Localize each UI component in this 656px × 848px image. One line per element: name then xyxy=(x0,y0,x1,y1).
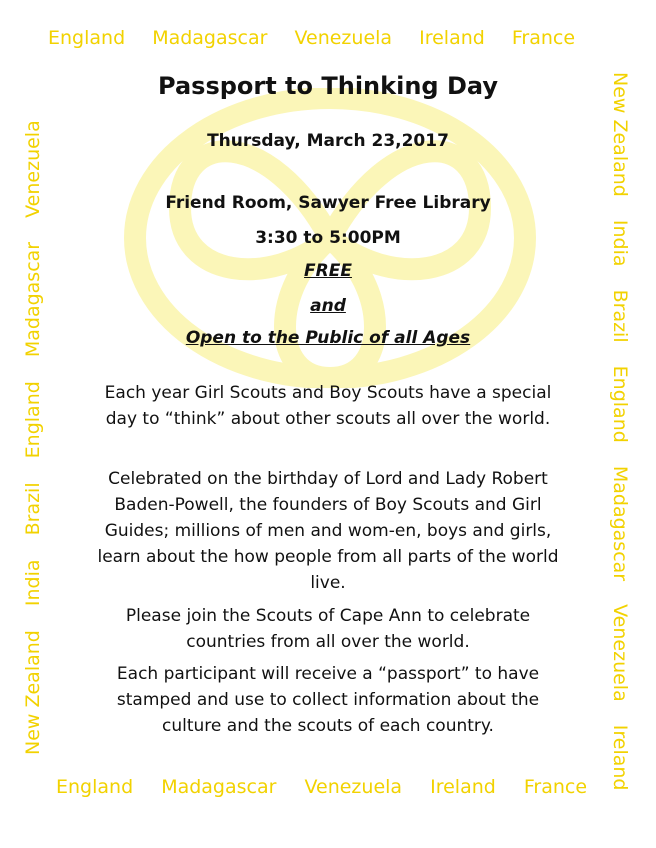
country-label: Madagascar xyxy=(22,241,44,358)
page-title: Passport to Thinking Day xyxy=(158,72,498,100)
country-label: Venezuela xyxy=(609,604,631,702)
country-label: England xyxy=(22,381,44,459)
country-label: England xyxy=(48,27,126,49)
event-time: 3:30 to 5:00PM xyxy=(255,228,401,248)
country-label: Brazil xyxy=(22,482,44,536)
country-label: Venezuela xyxy=(304,776,403,798)
and-text: and xyxy=(310,296,346,316)
country-label: Ireland xyxy=(609,724,631,791)
free-label xyxy=(0,261,656,281)
country-label: India xyxy=(609,219,631,267)
country-label: New Zealand xyxy=(609,72,631,197)
country-label: France xyxy=(523,776,588,798)
country-label: Ireland xyxy=(419,27,485,49)
top-country-band xyxy=(48,27,596,49)
country-label: Ireland xyxy=(430,776,496,798)
country-label: Brazil xyxy=(609,289,631,343)
event-date: Thursday, March 23,2017 xyxy=(207,131,449,151)
country-label: Madagascar xyxy=(609,465,631,582)
country-label: Madagascar xyxy=(152,27,268,49)
free-text: FREE xyxy=(304,261,352,281)
description-paragraph: Each year Girl Scouts and Boy Scouts have a special day to “think” about other scouts all over the world. xyxy=(104,383,552,429)
country-label: Venezuela xyxy=(294,27,393,49)
passport-paragraph: Each participant will receive a “passport” to have stamped and use to collect information about the culture and the scouts of each country. xyxy=(116,664,540,736)
event-location: Friend Room, Sawyer Free Library xyxy=(165,193,491,213)
description-paragraph: Celebrated on the birthday of Lord and Lady Robert Baden-Powell, the founders of Boy Scouts and Girl Guides; millions of men and wom-en, boys and girls, learn about the how people from all parts of the world live. xyxy=(97,469,559,593)
country-label: England xyxy=(56,776,134,798)
open-text: Open to the Public of all Ages xyxy=(185,328,471,348)
and-label xyxy=(0,296,656,316)
open-to-public-label xyxy=(0,328,656,348)
right-country-band xyxy=(609,72,631,791)
country-label: New Zealand xyxy=(22,630,44,755)
invitation-paragraph: Please join the Scouts of Cape Ann to celebrate countries from all over the world. xyxy=(125,606,531,652)
country-label: India xyxy=(22,559,44,607)
country-label: Madagascar xyxy=(161,776,277,798)
country-label: Venezuela xyxy=(22,120,44,218)
bottom-country-band xyxy=(56,776,609,798)
country-label: France xyxy=(511,27,576,49)
country-label: England xyxy=(609,365,631,443)
